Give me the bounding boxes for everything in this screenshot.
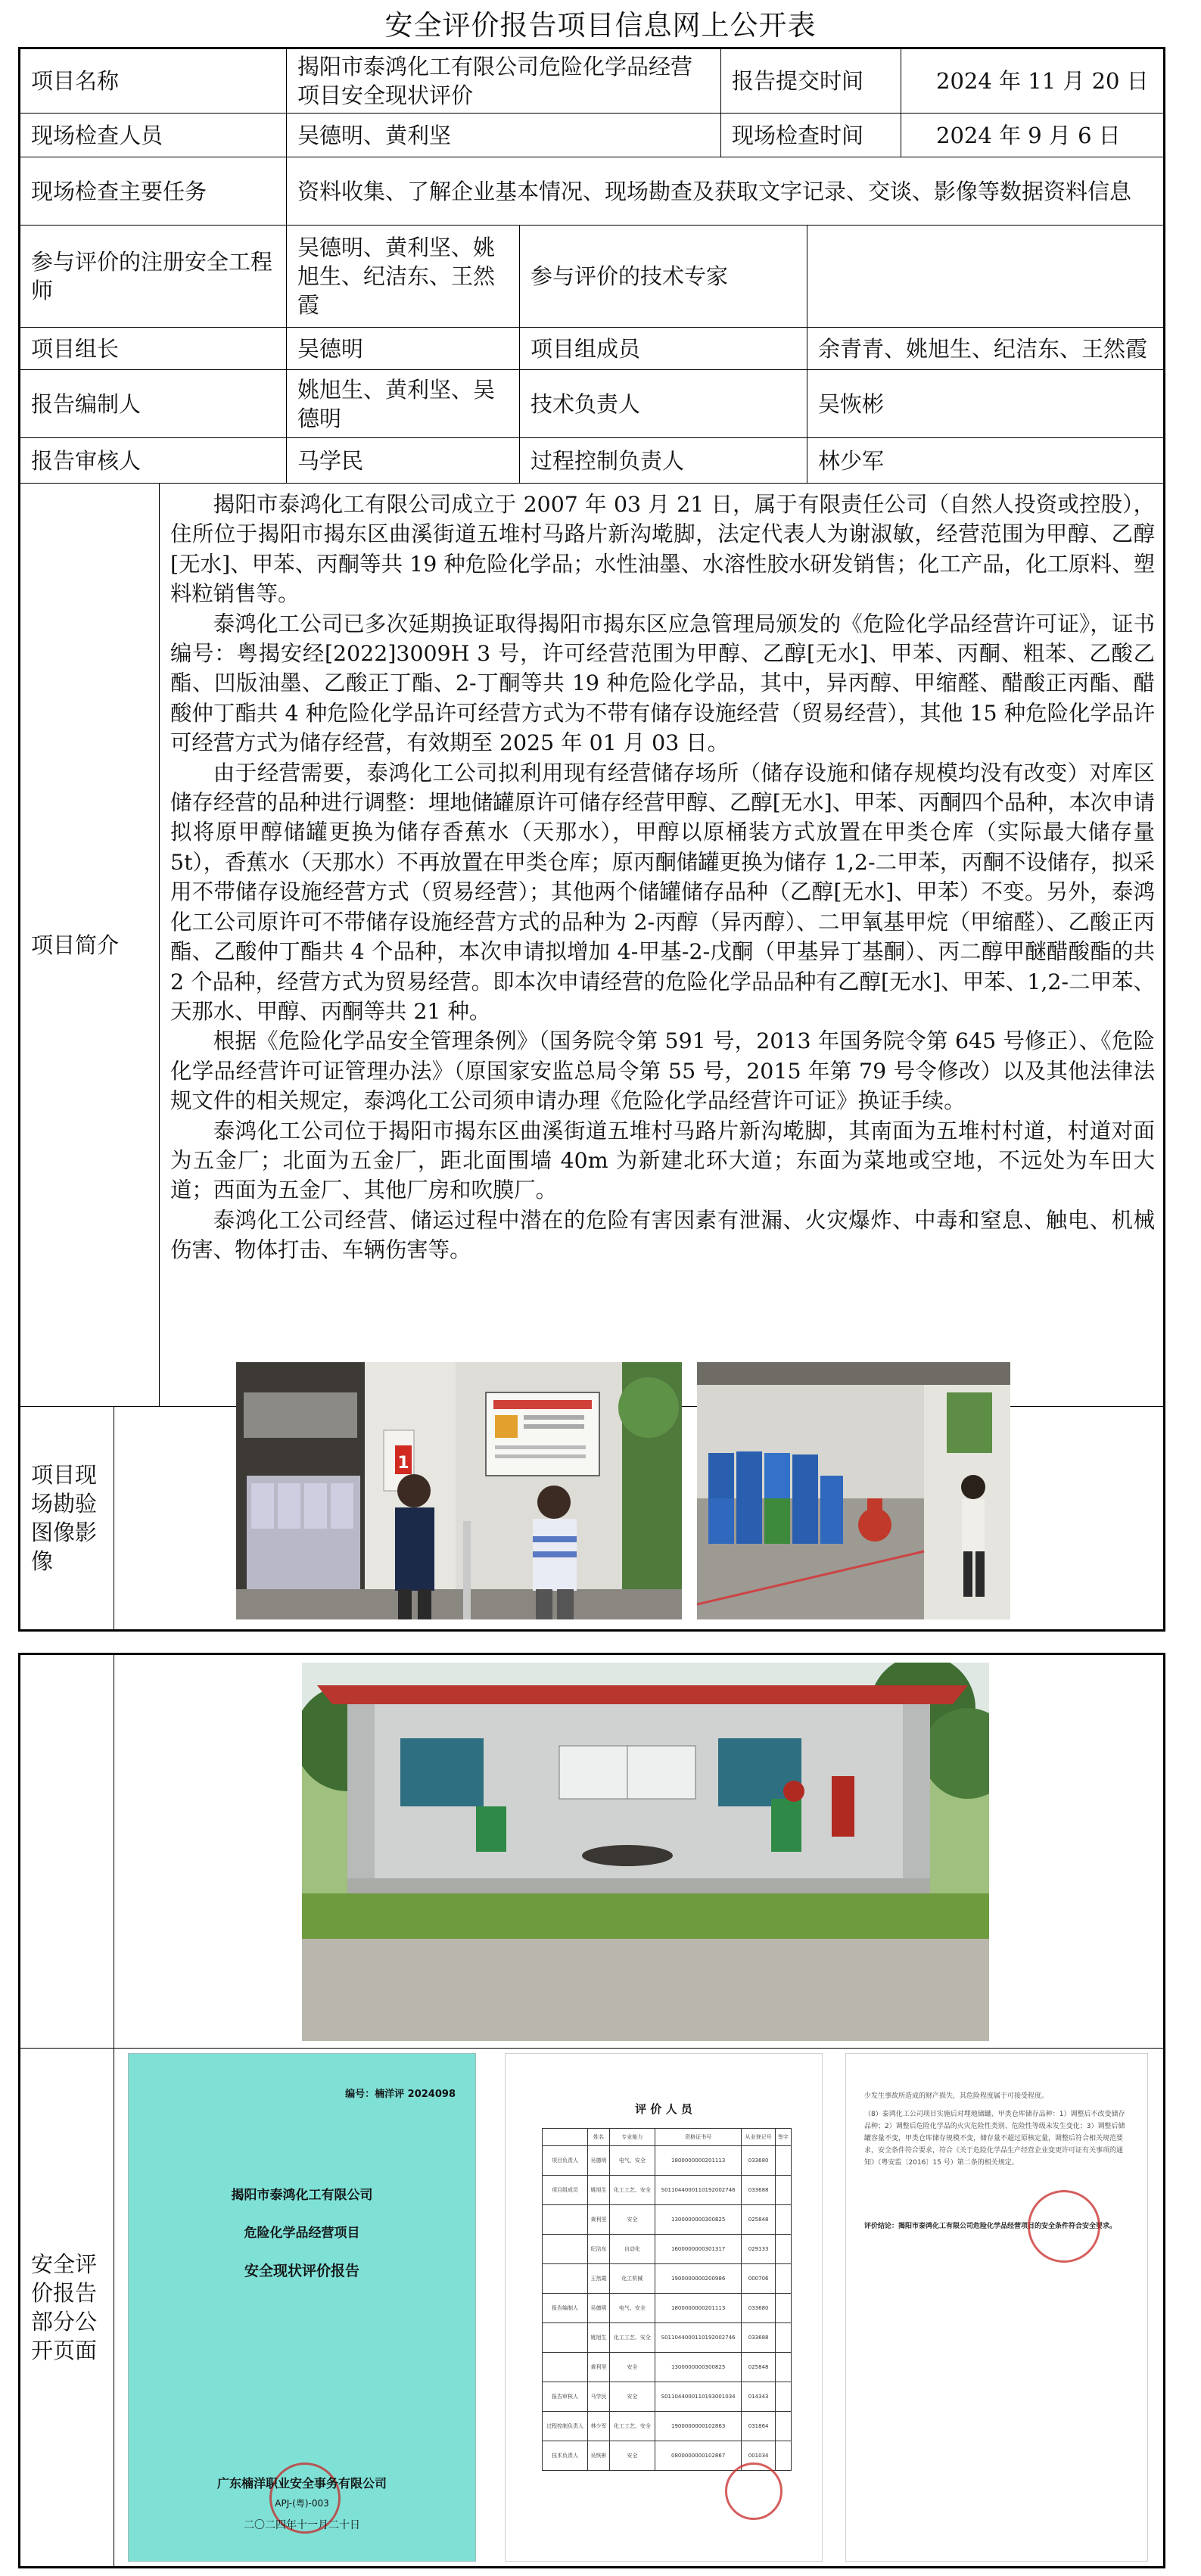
sig-cell: 029133: [742, 2235, 775, 2264]
sig-cell: 1800000000201113: [655, 2294, 741, 2323]
sig-cell: 1900000000102863: [655, 2412, 741, 2441]
sig-cell: 1900000000200986: [655, 2264, 741, 2294]
sig-row: [543, 2235, 792, 2264]
sig-cell: 姚旭生: [588, 2323, 610, 2353]
sig-cell: 025848: [742, 2205, 775, 2235]
sig-cell: [775, 2323, 791, 2353]
sig-cell: S011044000110192002746: [655, 2176, 741, 2205]
report-cover-page: [128, 2053, 476, 2562]
sig-cell: [543, 2235, 588, 2264]
sig-row: [543, 2146, 792, 2176]
signature-title: 评 价 人 员: [635, 2102, 692, 2116]
sig-header: 从业登记号: [742, 2129, 775, 2146]
sig-cell: 安全: [609, 2382, 655, 2412]
site-photo-tank-shed: [302, 1663, 989, 2041]
sig-header: 专业能力: [609, 2129, 655, 2146]
sig-header: 签字: [775, 2129, 791, 2146]
experts-value: [807, 226, 1165, 328]
sig-cell: S011044000110193001034: [655, 2382, 741, 2412]
report-company: 揭阳市泰鸿化工有限公司: [231, 2188, 373, 2203]
sig-cell: [543, 2353, 588, 2382]
sig-cell: 安全: [609, 2205, 655, 2235]
sig-cell: [775, 2205, 791, 2235]
sig-cell: 化工工艺、安全: [609, 2412, 655, 2441]
members-label: 项目组成员: [520, 328, 807, 370]
conclusion-verdict: 评价结论：揭阳市泰鸿化工有限公司危险化学品经营项目的安全条件符合安全要求。: [864, 2223, 1117, 2230]
sig-row: [543, 2176, 792, 2205]
photos-label-continued: [20, 1655, 114, 2049]
report-number: 编号：楠洋评 2024098: [345, 2089, 456, 2100]
conclusion-line: 少发生事故所造成的财产损失，其危险程度属于可接受程度。: [864, 2092, 1049, 2100]
intro-paragraph: 由于经营需要，泰鸿化工公司拟利用现有经营储存场所（储存设施和储存规模均没有改变）对库区储存经营的品种进行调整：埋地储罐原许可储存经营甲醇、乙醇[无水]、甲苯、丙酮四个品种，本次申请拟将原甲醇储罐更换为储存香蕉水（天那水），甲醇以原桶装方式放置在甲类仓库（实际最大储存量 5t），香蕉水（天那水）不再放置在甲类仓库；原丙酮储罐更换为储存 1,2-二甲苯，丙酮不设储存，拟采用不带储存设施经营方式（贸易经营）；其他两个储罐储存品种（乙醇[无水]、甲苯）不变。另外，泰鸿化工公司原许可不带储存设施经营方式的品种为 2-丙醇（异丙醇）、二甲氧基甲烷（甲缩醛）、乙酸正丙酯、乙酸仲丁酯共 4 个品种，本次申请拟增加 4-甲基-2-戊酮（甲基异丁基酮）、丙二醇甲醚醋酸酯的共 2 个品种，经营方式为贸易经营。即本次申请经营的危险化学品品种有乙醇[无水]、甲苯、1,2-二甲苯、天那水、甲醇、丙酮等共 21 种。: [170, 760, 1155, 1024]
reviewer-label: 报告审核人: [20, 438, 287, 484]
sig-cell: 1300000000300825: [655, 2353, 741, 2382]
sig-row: [543, 2205, 792, 2235]
sig-cell: 033688: [742, 2323, 775, 2353]
report-code: APJ-(粤)-003: [275, 2498, 329, 2509]
report-project: 危险化学品经营项目: [244, 2226, 360, 2241]
sig-cell: 安全: [609, 2353, 655, 2382]
sig-header: 姓名: [588, 2129, 610, 2146]
info-table: [18, 47, 1165, 1632]
page-title: 安全评价报告项目信息网上公开表: [384, 9, 817, 42]
intro-label: 项目简介: [20, 484, 160, 1407]
sig-row: [543, 2412, 792, 2441]
reviewer-value: 马学民: [287, 438, 520, 484]
sig-cell: 033680: [742, 2146, 775, 2176]
images-table: [18, 1653, 1165, 2568]
sig-cell: 黄利坚: [588, 2353, 610, 2382]
intro-paragraph: 泰鸿化工公司已多次延期换证取得揭阳市揭东区应急管理局颁发的《危险化学品经营许可证》，证书编号：粤揭安经[2022]3009H 3 号，许可经营范围为甲醇、乙醇[无水]、甲苯、丙酮、粗苯、乙酸乙酯、凹版油墨、乙酸正丁酯、2-丁酮等共 19 种危险化学品，其中，异丙醇、甲缩醛、醋酸正丙酯、醋酸仲丁酯共 4 种危险化学品许可经营方式为不带有储存设施经营（贸易经营），其他 15 种危险化学品许可经营方式为储存经营，有效期至 2025 年 01 月 03 日。: [170, 611, 1155, 756]
sig-cell: [775, 2235, 791, 2264]
sig-cell: 吴恢彬: [588, 2441, 610, 2471]
report-pages-label: 安全评价报告部分公开页面: [20, 2049, 114, 2566]
sig-cell: [775, 2264, 791, 2294]
report-org: 广东楠洋职业安全事务有限公司: [216, 2476, 387, 2490]
tasks-value: 资料收集、了解企业基本情况、现场勘查及获取文字记录、交谈、影像等数据资料信息: [287, 157, 1165, 226]
members-value: 余青青、姚旭生、纪洁东、王然霞: [807, 328, 1165, 370]
sig-cell: 0800000000102867: [655, 2441, 741, 2471]
sig-cell: 025848: [742, 2353, 775, 2382]
project-name-value: 揭阳市泰鸿化工有限公司危险化学品经营项目安全现状评价: [287, 49, 721, 114]
sig-cell: 报告编制人: [543, 2294, 588, 2323]
sig-cell: 吴德明: [588, 2294, 610, 2323]
sig-cell: 报告审核人: [543, 2382, 588, 2412]
sig-cell: 吴德明: [588, 2146, 610, 2176]
sig-cell: 安全: [609, 2441, 655, 2471]
sig-cell: [775, 2176, 791, 2205]
sig-cell: 化工工艺、安全: [609, 2323, 655, 2353]
conclusion-seal-icon: [1028, 2190, 1100, 2263]
sig-cell: 1600000000301317: [655, 2235, 741, 2264]
sig-row: [543, 2382, 792, 2412]
sig-cell: S011044000110192002746: [655, 2323, 741, 2353]
sig-cell: [775, 2382, 791, 2412]
inspect-time-label: 现场检查时间: [721, 114, 901, 157]
sig-cell: 电气、安全: [609, 2294, 655, 2323]
conclusion-line: （8）泰鸿化工公司项目实施后对埋地储罐、甲类仓库储存品种：1）调整后不改变储存品种；2）调整后危险化学品的火灾危险性类别、危险性等级未发生变化；3）调整后储罐容量不变，甲类仓库储存规模不变，储存量不超过原核定量，调整后符合相关规范要求，安全条件符合要求，符合《关于危险化学品生产经营企业变更许可证有关事项的通知》（粤安监〔2016〕15 号）第二条的相关规定。: [864, 2111, 1125, 2167]
sig-cell: 姚旭生: [588, 2176, 610, 2205]
leader-value: 吴德明: [287, 328, 520, 370]
sig-cell: 033688: [742, 2176, 775, 2205]
report-signature-page: [505, 2053, 823, 2562]
engineers-label: 参与评价的注册安全工程师: [20, 226, 287, 328]
sig-header: [543, 2129, 588, 2146]
sig-cell: 化工工艺、安全: [609, 2176, 655, 2205]
experts-label: 参与评价的技术专家: [520, 226, 807, 328]
sig-row: [543, 2353, 792, 2382]
sig-cell: 技术负责人: [543, 2441, 588, 2471]
sig-cell: 项目组成员: [543, 2176, 588, 2205]
process-ctrl-value: 林少军: [807, 438, 1165, 484]
intro-text: [160, 484, 1165, 1407]
signature-table: [542, 2128, 792, 2471]
sig-cell: 马学民: [588, 2382, 610, 2412]
compiler-value: 姚旭生、黄利坚、吴德明: [287, 370, 520, 438]
submit-time-value: 2024 年 11 月 20 日: [901, 49, 1165, 114]
signature-seal-icon: [725, 2462, 783, 2520]
tasks-label: 现场检查主要任务: [20, 157, 287, 226]
sig-cell: 1300000000300825: [655, 2205, 741, 2235]
sig-cell: [775, 2441, 791, 2471]
process-ctrl-label: 过程控制负责人: [520, 438, 807, 484]
door-number-text: 1: [397, 1454, 409, 1473]
intro-paragraph: 根据《危险化学品安全管理条例》（国务院令第 591 号，2013 年国务院令第 645 号修正）、《危险化学品经营许可证管理办法》（原国家安监总局令第 55 号，2015 年第 79 号令修改）以及其他法律法规文件的相关规定，泰鸿化工公司须申请办理《危险化学品经营许可证》换证手续。: [170, 1028, 1155, 1114]
sig-cell: 王然霞: [588, 2264, 610, 2294]
sig-cell: 化工机械: [609, 2264, 655, 2294]
site-photo-warehouse: [236, 1362, 682, 1619]
leader-label: 项目组长: [20, 328, 287, 370]
photos-label: 项目现场勘验图像影像: [20, 1407, 114, 1629]
sig-cell: 电气、安全: [609, 2146, 655, 2176]
sig-cell: 000706: [742, 2264, 775, 2294]
sig-header: 资格证书号: [655, 2129, 741, 2146]
sig-cell: 过程控制负责人: [543, 2412, 588, 2441]
inspectors-label: 现场检查人员: [20, 114, 287, 157]
engineers-value: 吴德明、黄利坚、姚旭生、纪洁东、王然霞: [287, 226, 520, 328]
sig-cell: 001034: [742, 2441, 775, 2471]
sig-cell: 自动化: [609, 2235, 655, 2264]
site-photo-drums: [697, 1362, 1010, 1619]
project-name-label: 项目名称: [20, 49, 287, 114]
sig-cell: 黄利坚: [588, 2205, 610, 2235]
tech-lead-value: 吴恢彬: [807, 370, 1165, 438]
sig-cell: 项目负责人: [543, 2146, 588, 2176]
sig-row: [543, 2323, 792, 2353]
sig-row: [543, 2264, 792, 2294]
sig-row: [543, 2294, 792, 2323]
tech-lead-label: 技术负责人: [520, 370, 807, 438]
sig-cell: 纪洁东: [588, 2235, 610, 2264]
submit-time-label: 报告提交时间: [721, 49, 901, 114]
sig-cell: 033680: [742, 2294, 775, 2323]
inspect-time-value: 2024 年 9 月 6 日: [901, 114, 1165, 157]
report-date: 二〇二四年十一月二十日: [244, 2519, 360, 2531]
sig-cell: [775, 2146, 791, 2176]
intro-paragraph: 揭阳市泰鸿化工有限公司成立于 2007 年 03 月 21 日，属于有限责任公司（自然人投资或控股），住所位于揭阳市揭东区曲溪街道五堆村马路片新沟墘脚，法定代表人为谢淑敏，经营范围为甲醇、乙醇[无水]、甲苯、丙酮等共 19 种危险化学品；水性油墨、水溶性胶水研发销售；化工产品，化工原料、塑料粒销售等。: [170, 492, 1155, 607]
sig-cell: 031864: [742, 2412, 775, 2441]
sig-cell: [543, 2264, 588, 2294]
sig-cell: [775, 2294, 791, 2323]
intro-paragraph: 泰鸿化工公司经营、储运过程中潜在的危险有害因素有泄漏、火灾爆炸、中毒和窒息、触电、机械伤害、物体打击、车辆伤害等。: [170, 1207, 1155, 1263]
report-conclusion-page: [845, 2053, 1148, 2562]
sig-cell: [775, 2412, 791, 2441]
sig-cell: [543, 2323, 588, 2353]
intro-paragraph: 泰鸿化工公司位于揭阳市揭东区曲溪街道五堆村马路片新沟墘脚，其南面为五堆村村道，村道对面为五金厂；北面为五金厂，距北面围墙 40m 为新建北环大道；东面为菜地或空地，不远处为车田大道；西面为五金厂、其他厂房和吹膜厂。: [170, 1118, 1155, 1203]
compiler-label: 报告编制人: [20, 370, 287, 438]
sig-cell: [775, 2353, 791, 2382]
report-title: 安全现状评价报告: [244, 2263, 359, 2279]
sig-cell: [543, 2205, 588, 2235]
sig-cell: 1800000000201113: [655, 2146, 741, 2176]
sig-cell: 林少军: [588, 2412, 610, 2441]
inspectors-value: 吴德明、黄利坚: [287, 114, 721, 157]
sig-cell: 014343: [742, 2382, 775, 2412]
